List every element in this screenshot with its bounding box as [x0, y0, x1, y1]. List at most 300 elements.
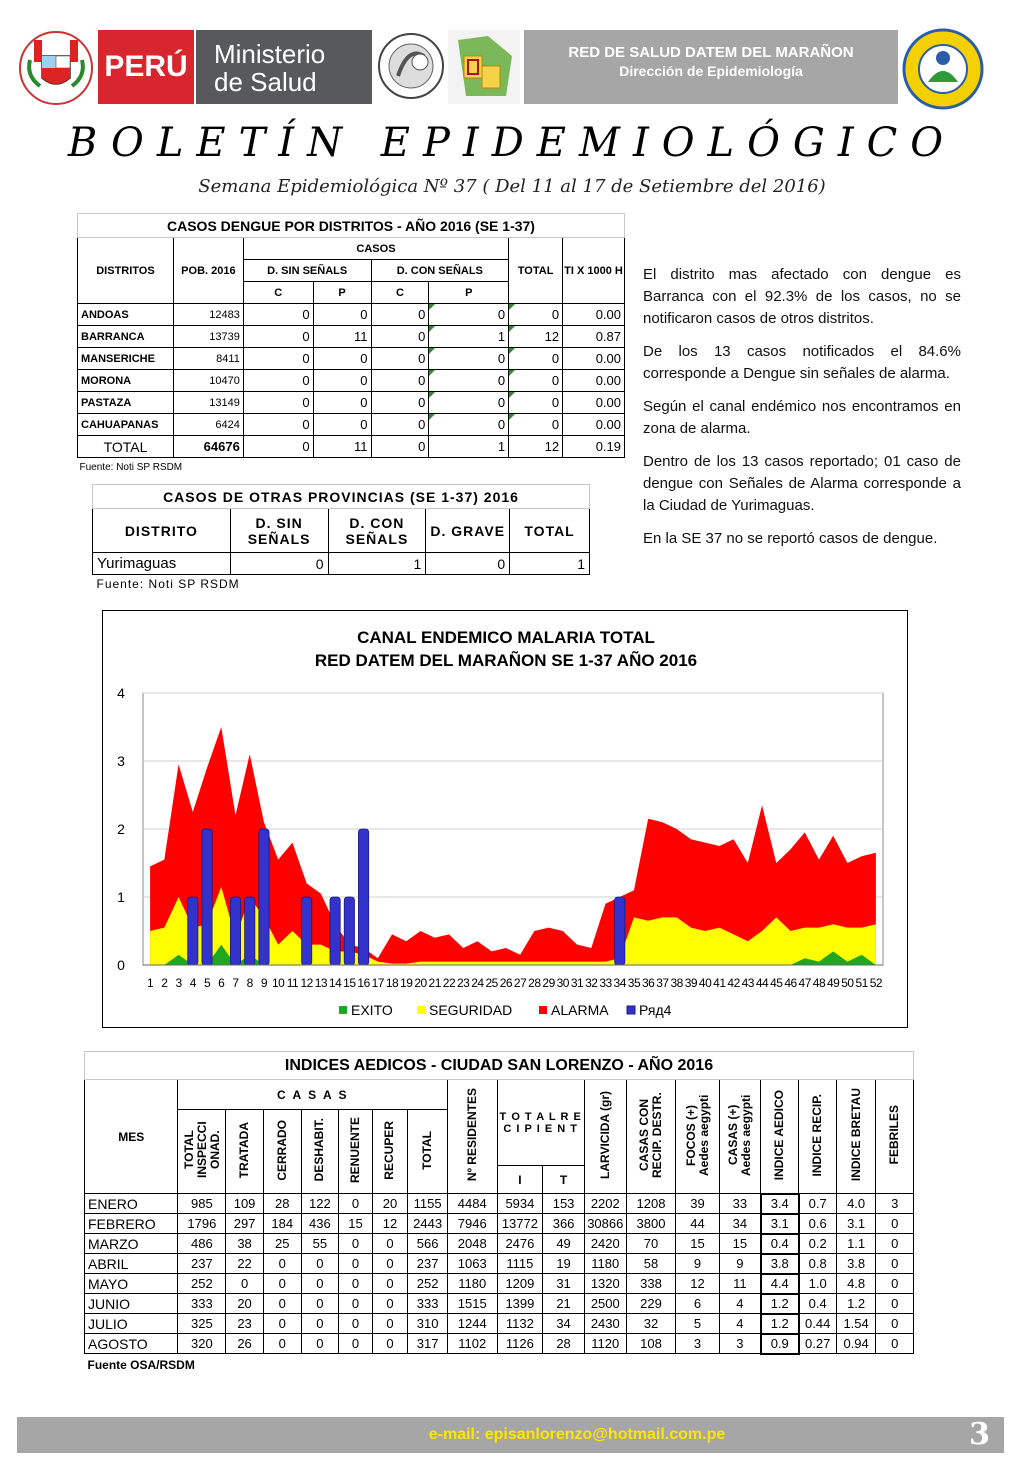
bulletin-title: BOLETÍN EPIDEMIOLÓGICO — [67, 120, 957, 166]
bar-week-16 — [358, 829, 368, 965]
col-renuente: RENUENTE — [347, 1116, 362, 1183]
col-distrito: DISTRITO — [93, 509, 231, 553]
x-tick-label: 37 — [656, 976, 669, 990]
aedic-cell: 2420 — [584, 1234, 626, 1254]
aedic-cell: 1180 — [584, 1254, 626, 1274]
col-sin-p: P — [313, 282, 371, 304]
col-total-recip: T O T A L R E C I P I E N T — [497, 1080, 584, 1166]
aedic-cell: JULIO — [85, 1314, 178, 1334]
bar-week-15 — [344, 897, 354, 965]
footer-bar — [17, 1417, 1004, 1453]
aedic-cell: 1126 — [497, 1334, 543, 1354]
x-tick-label: 47 — [798, 976, 811, 990]
district-cp: 0 — [429, 370, 509, 392]
aedic-cell: 252 — [408, 1274, 448, 1294]
district-total: 0 — [509, 392, 563, 414]
x-tick-label: 16 — [357, 976, 370, 990]
district-sp: 0 — [313, 414, 371, 436]
aedic-cell: 31 — [543, 1274, 585, 1294]
aedic-cell: 3 — [876, 1194, 914, 1214]
legend-label-0: EXITO — [351, 1002, 393, 1018]
bar-week-12 — [302, 897, 312, 965]
district-total: 0 — [509, 348, 563, 370]
district-sp: 0 — [313, 348, 371, 370]
legend-label-1: SEGURIDAD — [429, 1002, 513, 1018]
aedic-cell: 0 — [263, 1274, 301, 1294]
aedic-cell: 0 — [372, 1314, 408, 1334]
aedic-cell: 4 — [719, 1314, 761, 1334]
aedic-cell: 1.2 — [761, 1314, 799, 1334]
aedic-cell: 0 — [372, 1254, 408, 1274]
aedic-cell: 3.1 — [836, 1214, 876, 1234]
table-row — [85, 1254, 914, 1274]
aedic-cell: 0.44 — [799, 1314, 837, 1334]
aedic-cell: 0 — [876, 1214, 914, 1234]
col-indice-recip: INDICE RECIP. — [809, 1093, 824, 1177]
district-name: PASTAZA — [78, 392, 174, 414]
row-con: 1 — [328, 553, 426, 575]
aedic-cell: 5 — [676, 1314, 720, 1334]
aedic-cell: 0 — [372, 1234, 408, 1254]
aedic-cell: 23 — [226, 1314, 264, 1334]
aedic-cell: 0 — [301, 1254, 339, 1274]
total-sc: 0 — [243, 436, 313, 458]
aedic-cell: 20 — [372, 1194, 408, 1214]
aedic-cell: 32 — [626, 1314, 676, 1334]
district-ti: 0.00 — [563, 392, 625, 414]
aedic-cell: 1180 — [448, 1274, 498, 1294]
district-name: BARRANCA — [78, 326, 174, 348]
aedic-cell: 0 — [339, 1234, 373, 1254]
x-tick-label: 1 — [147, 976, 154, 990]
district-sp: 0 — [313, 370, 371, 392]
aedic-cell: 1120 — [584, 1334, 626, 1354]
aedic-cell: 0 — [263, 1334, 301, 1354]
aedic-cell: 26 — [226, 1334, 264, 1354]
aedic-cell: 55 — [301, 1234, 339, 1254]
district-total: 0 — [509, 304, 563, 326]
col-tratada: TRATADA — [237, 1121, 252, 1179]
aedic-cell: 0 — [226, 1274, 264, 1294]
x-tick-label: 25 — [485, 976, 498, 990]
x-tick-label: 7 — [232, 976, 239, 990]
total-cp: 1 — [429, 436, 509, 458]
x-tick-label: 13 — [314, 976, 328, 990]
aedic-cell: 1399 — [497, 1294, 543, 1314]
aedic-table-caption: INDICES AEDICOS - CIUDAD SAN LORENZO - AÑO 2016 — [85, 1052, 914, 1080]
x-tick-label: 6 — [218, 976, 225, 990]
bar-week-14 — [330, 897, 340, 965]
district-ti: 0.00 — [563, 348, 625, 370]
district-ti: 0.00 — [563, 304, 625, 326]
aedic-cell: 1.2 — [836, 1294, 876, 1314]
aedic-cell: 25 — [263, 1234, 301, 1254]
table-row — [78, 304, 625, 326]
bar-week-5 — [202, 829, 212, 965]
district-sc: 0 — [243, 304, 313, 326]
col-febriles: FEBRILES — [887, 1105, 902, 1165]
x-tick-label: 24 — [471, 976, 484, 990]
district-cp: 1 — [429, 326, 509, 348]
aedic-cell: 1796 — [178, 1214, 226, 1234]
peru-label: PERÚ — [104, 50, 188, 83]
aedic-cell: 4484 — [448, 1194, 498, 1214]
aedic-cell: 3 — [676, 1334, 720, 1354]
district-sp: 0 — [313, 304, 371, 326]
aedic-cell: 317 — [408, 1334, 448, 1354]
district-sp: 11 — [313, 326, 371, 348]
aedic-cell: 109 — [226, 1194, 264, 1214]
aedic-cell: 1.1 — [836, 1234, 876, 1254]
total-label: TOTAL — [78, 436, 174, 458]
x-tick-label: 36 — [642, 976, 655, 990]
table-row — [85, 1214, 914, 1234]
row-grave: 0 — [426, 553, 510, 575]
renace-logo — [376, 26, 446, 106]
aedic-cell: 0.6 — [799, 1214, 837, 1234]
col-casas-pos: CASAS (+) Aedes aegypti — [726, 1094, 754, 1176]
district-pop: 12483 — [173, 304, 243, 326]
aedic-cell: 15 — [676, 1234, 720, 1254]
district-cc: 0 — [371, 348, 429, 370]
x-tick-label: 26 — [499, 976, 513, 990]
note-paragraph: Dentro de los 13 casos reportado; 01 caso de dengue con Señales de Alarma corresponde a la Ciudad de Yurimaguas. — [643, 453, 961, 514]
legend-swatch-0 — [339, 1006, 347, 1014]
col-distritos: DISTRITOS — [78, 238, 174, 304]
x-tick-label: 46 — [784, 976, 797, 990]
aedic-cell: 0 — [263, 1314, 301, 1334]
aedic-cell: 320 — [178, 1334, 226, 1354]
x-tick-label: 27 — [513, 976, 527, 990]
district-cc: 0 — [371, 304, 429, 326]
x-tick-label: 49 — [827, 976, 840, 990]
aedic-cell: 28 — [263, 1194, 301, 1214]
aedic-cell: 0 — [876, 1314, 914, 1334]
x-tick-label: 9 — [260, 976, 268, 990]
aedic-cell: 13772 — [497, 1214, 543, 1234]
aedic-cell: 0 — [301, 1314, 339, 1334]
red-salud-title: RED DE SALUD DATEM DEL MARAÑON — [568, 44, 854, 61]
district-name: MORONA — [78, 370, 174, 392]
table-row — [78, 414, 625, 436]
table-row — [85, 1314, 914, 1334]
legend-label-3: Ряд4 — [639, 1002, 672, 1018]
total-cc: 0 — [371, 436, 429, 458]
aedic-cell: 0 — [301, 1334, 339, 1354]
aedic-cell: 0.94 — [836, 1334, 876, 1354]
col-sin-c: C — [243, 282, 313, 304]
aedic-cell: 9 — [676, 1254, 720, 1274]
aedic-cell: 325 — [178, 1314, 226, 1334]
aedic-cell: 338 — [626, 1274, 676, 1294]
x-tick-label: 43 — [741, 976, 754, 990]
aedic-cell: 9 — [719, 1254, 761, 1274]
col-con-senales: D. CON SEÑALS — [371, 260, 509, 282]
aedic-cell: 0 — [876, 1234, 914, 1254]
x-tick-label: 34 — [613, 976, 626, 990]
total-ti: 0.19 — [563, 436, 625, 458]
col-sin-senales: D. SIN SEÑALS — [243, 260, 371, 282]
x-tick-label: 21 — [428, 976, 441, 990]
x-tick-label: 38 — [670, 976, 683, 990]
aedic-cell: 1320 — [584, 1274, 626, 1294]
aedic-table-source: Fuente OSA/RSDM — [87, 1358, 195, 1372]
aedic-cell: 2476 — [497, 1234, 543, 1254]
aedic-cell: 21 — [543, 1294, 585, 1314]
aedic-cell: 15 — [339, 1214, 373, 1234]
aedic-cell: 11 — [719, 1274, 761, 1294]
other-table-caption: CASOS DE OTRAS PROVINCIAS (SE 1-37) 2016 — [93, 485, 590, 509]
aedic-cell: 1.2 — [761, 1294, 799, 1314]
aedic-cell: 310 — [408, 1314, 448, 1334]
aedic-cell: 0 — [876, 1294, 914, 1314]
district-ti: 0.00 — [563, 414, 625, 436]
row-sin: 0 — [230, 553, 328, 575]
aedic-cell: MAYO — [85, 1274, 178, 1294]
table-row — [85, 1294, 914, 1314]
aedic-cell: 0 — [263, 1254, 301, 1274]
red-salud-subtitle: Dirección de Epidemiología — [619, 63, 803, 79]
col-mes: MES — [85, 1080, 178, 1194]
district-ti: 0.87 — [563, 326, 625, 348]
col-ti: TI X 1000 H — [563, 238, 625, 304]
x-tick-label: 39 — [684, 976, 698, 990]
aedic-cell: 49 — [543, 1234, 585, 1254]
x-tick-label: 20 — [414, 976, 427, 990]
district-pop: 13739 — [173, 326, 243, 348]
aedic-cell: 0 — [876, 1254, 914, 1274]
bulletin-subtitle: Semana Epidemiológica Nº 37 ( Del 11 al 17 de Setiembre del 2016) — [198, 176, 826, 197]
aedic-cell: 0 — [301, 1274, 339, 1294]
aedic-cell: 0.2 — [799, 1234, 837, 1254]
district-sc: 0 — [243, 348, 313, 370]
district-name: ANDOAS — [78, 304, 174, 326]
x-tick-label: 15 — [343, 976, 356, 990]
aedic-cell: 1132 — [497, 1314, 543, 1334]
legend-label-2: ALARMA — [551, 1002, 609, 1018]
aedic-cell: 3.1 — [761, 1214, 799, 1234]
aedic-cell: 58 — [626, 1254, 676, 1274]
x-tick-label: 28 — [528, 976, 541, 990]
table-row — [78, 392, 625, 414]
aedic-cell: 0.4 — [799, 1294, 837, 1314]
col-casas: C A S A S — [178, 1080, 448, 1110]
other-table-source: Fuente: Noti SP RSDM — [96, 576, 240, 591]
aedic-cell: 1244 — [448, 1314, 498, 1334]
aedic-cell: 486 — [178, 1234, 226, 1254]
district-pop: 8411 — [173, 348, 243, 370]
x-tick-label: 51 — [855, 976, 868, 990]
col-recuper: RECUPER — [382, 1120, 397, 1180]
col-pob: POB. 2016 — [173, 238, 243, 304]
col-recip-i: I — [497, 1166, 543, 1194]
aedic-cell: 0.4 — [761, 1234, 799, 1254]
aedic-cell: 566 — [408, 1234, 448, 1254]
legend-swatch-2 — [539, 1006, 547, 1014]
row-distrito: Yurimaguas — [93, 553, 231, 575]
aedic-cell: 153 — [543, 1194, 585, 1214]
col-d-grave: D. GRAVE — [426, 509, 510, 553]
district-total: 0 — [509, 414, 563, 436]
legend-swatch-3 — [627, 1006, 635, 1014]
aedic-cell: 237 — [178, 1254, 226, 1274]
aedic-cell: 0.27 — [799, 1334, 837, 1354]
district-cc: 0 — [371, 326, 429, 348]
aedic-cell: 1063 — [448, 1254, 498, 1274]
x-tick-label: 42 — [727, 976, 740, 990]
x-tick-label: 10 — [272, 976, 285, 990]
dengue-by-district-table — [77, 213, 625, 478]
x-tick-label: 17 — [371, 976, 384, 990]
row-total: 1 — [510, 553, 590, 575]
aedic-cell: 3 — [719, 1334, 761, 1354]
aedic-index-table — [84, 1051, 914, 1376]
district-total: 12 — [509, 326, 563, 348]
aedic-cell: 0 — [339, 1274, 373, 1294]
aedic-cell: 2202 — [584, 1194, 626, 1214]
aedic-cell: 4 — [719, 1294, 761, 1314]
aedic-cell: 28 — [543, 1334, 585, 1354]
aedic-cell: ENERO — [85, 1194, 178, 1214]
x-tick-label: 32 — [585, 976, 598, 990]
ministerio-brand-box — [196, 30, 372, 104]
datem-logo — [902, 28, 984, 110]
col-cerrado: CERRADO — [274, 1119, 289, 1181]
y-tick-label: 3 — [117, 753, 125, 769]
ministerio-line2: de Salud — [214, 67, 317, 97]
aedic-cell: 6 — [676, 1294, 720, 1314]
aedic-cell: 12 — [372, 1214, 408, 1234]
aedic-cell: 0 — [876, 1334, 914, 1354]
aedic-cell: 34 — [719, 1214, 761, 1234]
district-pop: 6424 — [173, 414, 243, 436]
aedic-cell: 0 — [339, 1294, 373, 1314]
x-tick-label: 44 — [755, 976, 769, 990]
x-tick-label: 3 — [175, 976, 182, 990]
aedic-cell: 12 — [676, 1274, 720, 1294]
aedic-cell: 0 — [263, 1294, 301, 1314]
table-row — [85, 1274, 914, 1294]
aedic-cell: 184 — [263, 1214, 301, 1234]
table-row — [85, 1194, 914, 1214]
district-pop: 10470 — [173, 370, 243, 392]
aedic-cell: ABRIL — [85, 1254, 178, 1274]
aedic-cell: 1102 — [448, 1334, 498, 1354]
aedic-cell: 1155 — [408, 1194, 448, 1214]
aedic-cell: 4.8 — [836, 1274, 876, 1294]
col-residentes: Nº RESIDENTES — [464, 1088, 479, 1182]
aedic-cell: 30866 — [584, 1214, 626, 1234]
x-tick-label: 52 — [869, 976, 883, 990]
aedic-cell: 0 — [876, 1274, 914, 1294]
district-pop: 13149 — [173, 392, 243, 414]
aedic-cell: 2430 — [584, 1314, 626, 1334]
district-sc: 0 — [243, 326, 313, 348]
district-sc: 0 — [243, 370, 313, 392]
aedic-cell: AGOSTO — [85, 1334, 178, 1354]
aedic-cell: 333 — [178, 1294, 226, 1314]
note-paragraph: Según el canal endémico nos encontramos en zona de alarma. — [643, 398, 961, 437]
col-d-con: D. CON SEÑALS — [328, 509, 426, 553]
table-row — [93, 553, 590, 575]
x-tick-label: 12 — [300, 976, 313, 990]
district-cp: 0 — [429, 304, 509, 326]
district-name: CAHUAPANAS — [78, 414, 174, 436]
aedic-cell: JUNIO — [85, 1294, 178, 1314]
aedic-cell: 2048 — [448, 1234, 498, 1254]
x-tick-label: 5 — [203, 976, 211, 990]
col-indice-bretau: INDICE BRETAU — [848, 1088, 863, 1182]
x-tick-label: 48 — [812, 976, 826, 990]
col-focos: FOCOS (+) Aedes aegypti — [683, 1094, 711, 1176]
bar-week-8 — [245, 897, 255, 965]
aedic-cell: 297 — [226, 1214, 264, 1234]
aedic-cell: 70 — [626, 1234, 676, 1254]
aedic-cell: 0 — [301, 1294, 339, 1314]
x-tick-label: 40 — [698, 976, 712, 990]
aedic-cell: 108 — [626, 1334, 676, 1354]
aedic-cell: 0 — [339, 1254, 373, 1274]
aedic-cell: 0 — [372, 1334, 408, 1354]
x-tick-label: 22 — [442, 976, 456, 990]
aedic-cell: 3.8 — [761, 1254, 799, 1274]
table-row — [78, 326, 625, 348]
page-number: 3 — [969, 1417, 990, 1452]
aedic-cell: 0 — [339, 1314, 373, 1334]
district-cc: 0 — [371, 370, 429, 392]
x-tick-label: 45 — [770, 976, 783, 990]
district-ti: 0.00 — [563, 370, 625, 392]
district-sc: 0 — [243, 392, 313, 414]
dge-logo — [448, 30, 520, 104]
x-tick-label: 2 — [161, 976, 168, 990]
table-row — [78, 370, 625, 392]
dengue-total-row — [78, 436, 625, 458]
district-cp: 0 — [429, 348, 509, 370]
x-tick-label: 19 — [400, 976, 413, 990]
table-row — [85, 1234, 914, 1254]
district-sp: 0 — [313, 392, 371, 414]
aedic-cell: 985 — [178, 1194, 226, 1214]
aedic-cell: 33 — [719, 1194, 761, 1214]
x-tick-label: 11 — [286, 976, 299, 990]
aedic-cell: 2443 — [408, 1214, 448, 1234]
aedic-cell: 0.8 — [799, 1254, 837, 1274]
bar-week-7 — [230, 897, 240, 965]
aedic-cell: 229 — [626, 1294, 676, 1314]
peru-brand-box — [98, 30, 194, 104]
legend-swatch-1 — [417, 1006, 425, 1014]
aedic-cell: 20 — [226, 1294, 264, 1314]
bar-week-4 — [188, 897, 198, 965]
note-paragraph: En la SE 37 no se reportó casos de dengue. — [643, 530, 938, 547]
x-tick-label: 41 — [713, 976, 726, 990]
x-tick-label: 35 — [627, 976, 641, 990]
x-tick-label: 18 — [385, 976, 399, 990]
aedic-cell: 0 — [339, 1194, 373, 1214]
y-tick-label: 0 — [117, 957, 125, 973]
aedic-cell: FEBRERO — [85, 1214, 178, 1234]
aedic-cell: 1.54 — [836, 1314, 876, 1334]
aedic-cell: 2500 — [584, 1294, 626, 1314]
col-total: TOTAL — [509, 238, 563, 304]
x-tick-label: 8 — [246, 976, 253, 990]
aedic-cell: 39 — [676, 1194, 720, 1214]
footer-email[interactable]: e-mail: episanlorenzo@hotmail.com.pe — [428, 1426, 726, 1443]
aedic-cell: MARZO — [85, 1234, 178, 1254]
district-cp: 0 — [429, 414, 509, 436]
x-tick-label: 23 — [457, 976, 470, 990]
